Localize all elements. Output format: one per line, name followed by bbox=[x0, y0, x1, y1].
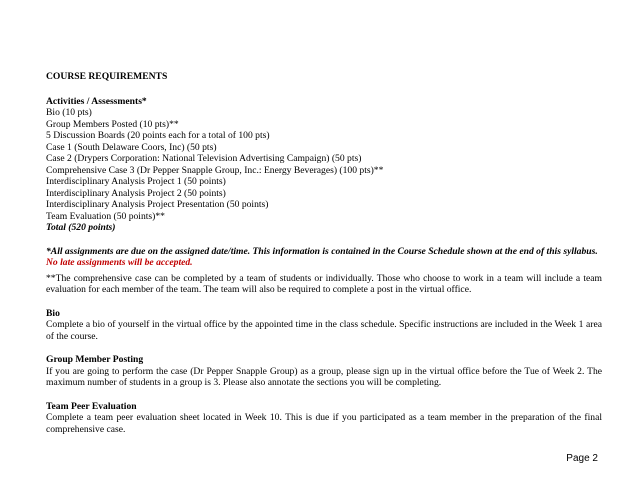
section-body-team-peer-evaluation: Complete a team peer evaluation sheet located in Week 10. This is due if you participated as a team member in the preparation of the final comprehensive case. bbox=[46, 412, 602, 435]
page-heading: COURSE REQUIREMENTS bbox=[46, 71, 168, 82]
page-number: Page 2 bbox=[566, 453, 598, 464]
late-policy-warning: No late assignments will be accepted. bbox=[46, 257, 193, 268]
page-content bbox=[46, 71, 602, 435]
activity-item: Interdisciplinary Analysis Project Presentation (50 points) bbox=[46, 199, 269, 210]
section-body-group-member-posting: If you are going to perform the case (Dr Pepper Snapple Group) as a group, please sign up in the virtual office before the Tue of Week 2. The maximum number of students in a group is 3. Please also annotate the sections you will be completing. bbox=[46, 365, 602, 388]
activities-block bbox=[46, 96, 602, 234]
comprehensive-case-note: **The comprehensive case can be completed by a team of students or individually. Those who choose to work in a team will include a team evaluation for each member of the team. The team will also be required to complete a post in the virtual office. bbox=[46, 272, 602, 295]
activity-item: Case 2 (Drypers Corporation: National Television Advertising Campaign) (50 pts) bbox=[46, 153, 362, 164]
section-body-bio: Complete a bio of yourself in the virtual office by the appointed time in the class schedule. Specific instructions are included in the Week 1 area of the course. bbox=[46, 319, 602, 342]
group-member-posting-section bbox=[46, 354, 602, 389]
activity-item: Interdisciplinary Analysis Project 2 (50 points) bbox=[46, 187, 226, 199]
section-title-bio: Bio bbox=[46, 307, 60, 319]
activity-item: Bio (10 pts) bbox=[46, 107, 92, 118]
due-date-notice bbox=[46, 246, 602, 269]
activity-item: Interdisciplinary Analysis Project 1 (50 points) bbox=[46, 176, 226, 187]
activity-item: 5 Discussion Boards (20 points each for a total of 100 pts) bbox=[46, 130, 270, 141]
activity-item: Group Members Posted (10 pts)** bbox=[46, 118, 179, 130]
team-peer-evaluation-section bbox=[46, 401, 602, 436]
activity-item: Comprehensive Case 3 (Dr Pepper Snapple Group, Inc.: Energy Beverages) (100 pts)** bbox=[46, 164, 384, 176]
activities-total: Total (520 points) bbox=[46, 222, 116, 233]
section-title-group-member-posting: Group Member Posting bbox=[46, 354, 144, 365]
bio-section bbox=[46, 308, 602, 343]
activities-title: Activities / Assessments* bbox=[46, 95, 147, 107]
due-date-notice-text: *All assignments are due on the assigned date/time. This information is contained in the Course Schedule shown at the end of this syllabus. bbox=[46, 245, 598, 257]
activity-item: Case 1 (South Delaware Coors, Inc) (50 pts) bbox=[46, 141, 217, 153]
activity-item: Team Evaluation (50 points)** bbox=[46, 210, 165, 222]
section-title-team-peer-evaluation: Team Peer Evaluation bbox=[46, 400, 137, 412]
